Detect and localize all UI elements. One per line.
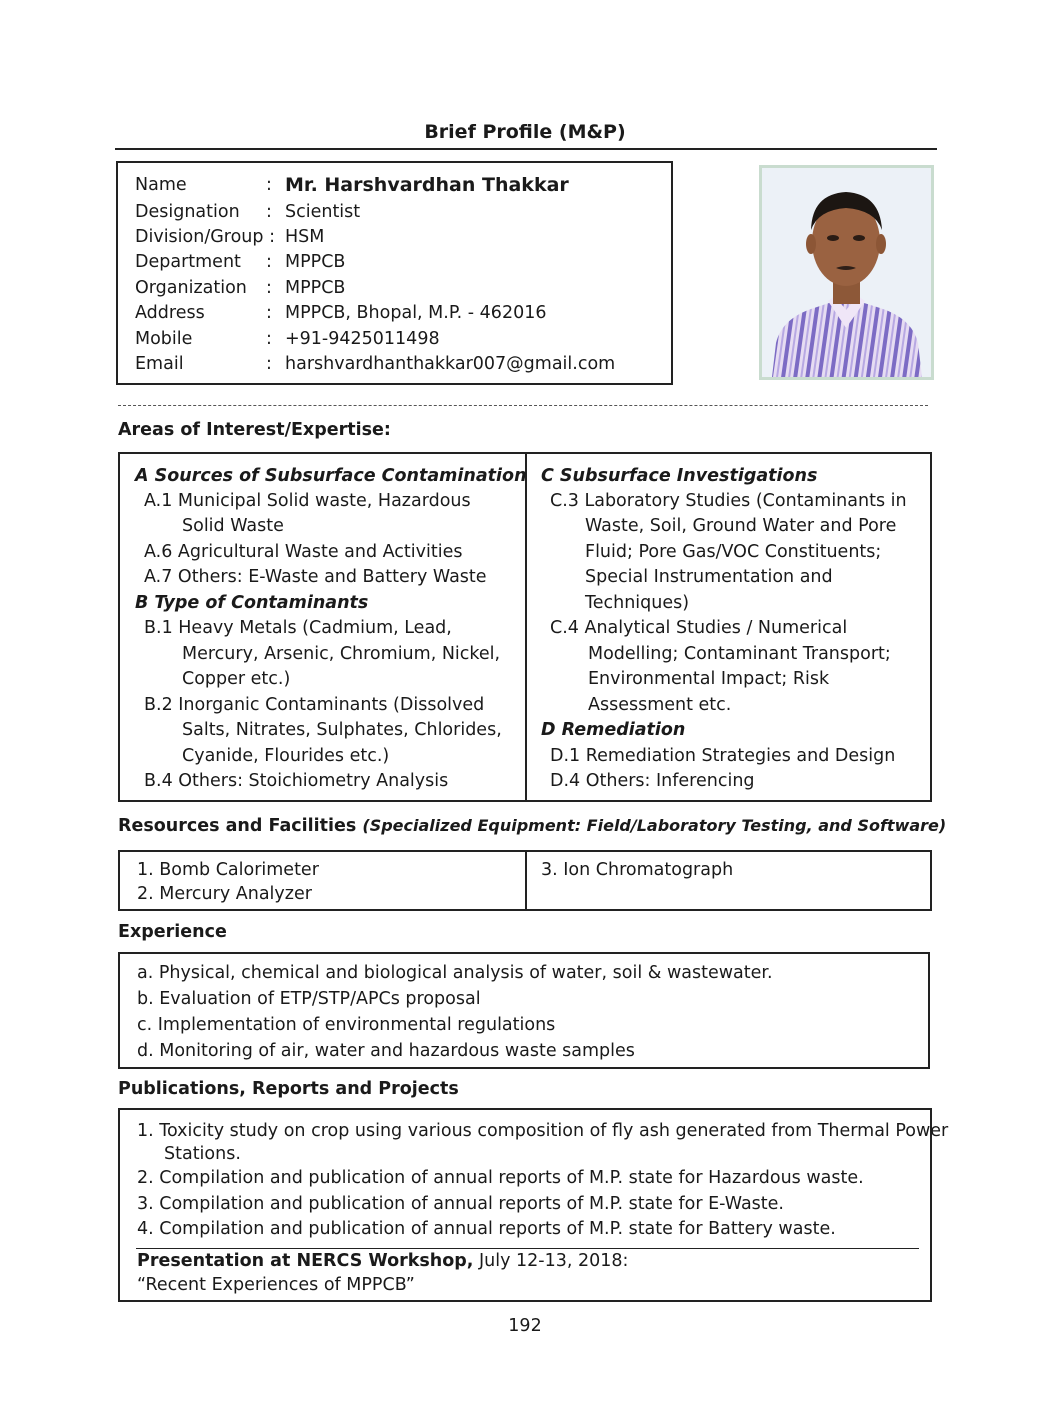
colon: :: [266, 278, 272, 298]
area-item: C.3 Laboratory Studies (Contaminants in: [550, 491, 907, 511]
resources-heading: [118, 816, 946, 836]
area-item: Assessment etc.: [588, 695, 732, 715]
profile-label: Designation: [135, 202, 240, 222]
profile-label: Name: [135, 175, 187, 195]
profile-value: MPPCB, Bhopal, M.P. - 462016: [285, 303, 547, 323]
experience-item: a. Physical, chemical and biological analysis of water, soil & wastewater.: [137, 963, 773, 983]
publications-heading: Publications, Reports and Projects: [118, 1079, 459, 1099]
area-item: C.4 Analytical Studies / Numerical: [550, 618, 848, 638]
colon: :: [266, 252, 272, 272]
resources-table: [118, 850, 932, 911]
publication-item: 3. Compilation and publication of annual reports of M.P. state for E-Waste.: [137, 1194, 784, 1214]
areas-table: [118, 452, 932, 802]
resource-item: 3. Ion Chromatograph: [541, 860, 734, 880]
area-item: A.7 Others: E-Waste and Battery Waste: [144, 567, 487, 587]
colon: :: [266, 354, 272, 374]
profile-info-box: [116, 161, 673, 385]
profile-photo: [759, 165, 934, 380]
experience-heading: Experience: [118, 922, 227, 942]
profile-value: MPPCB: [285, 252, 346, 272]
publication-item: 2. Compilation and publication of annual reports of M.P. state for Hazardous waste.: [137, 1168, 864, 1188]
experience-item: c. Implementation of environmental regulations: [137, 1015, 556, 1035]
portrait-illustration: [762, 168, 931, 377]
column-divider: [525, 852, 527, 909]
area-item: Special Instrumentation and: [585, 567, 833, 587]
presentation-label: Presentation at NERCS Workshop,: [137, 1251, 474, 1271]
area-item: Fluid; Pore Gas/VOC Constituents;: [585, 542, 882, 562]
area-heading: D Remediation: [541, 720, 686, 740]
area-item: Copper etc.): [182, 669, 291, 689]
area-item: Mercury, Arsenic, Chromium, Nickel,: [182, 644, 501, 664]
profile-label: Organization: [135, 278, 247, 298]
area-item: Environmental Impact; Risk: [588, 669, 830, 689]
page-title: Brief Profile (M&P): [424, 121, 626, 143]
experience-box: [118, 952, 930, 1069]
area-item: A.1 Municipal Solid waste, Hazardous: [144, 491, 471, 511]
profile-value: +91-9425011498: [285, 329, 440, 349]
area-item: Modelling; Contaminant Transport;: [588, 644, 891, 664]
resources-heading-text: Resources and Facilities: [118, 816, 357, 836]
area-item: Salts, Nitrates, Sulphates, Chlorides,: [182, 720, 502, 740]
profile-name-value: Mr. Harshvardhan Thakkar: [285, 174, 569, 196]
area-item: D.4 Others: Inferencing: [550, 771, 755, 791]
area-heading: C Subsurface Investigations: [541, 466, 818, 486]
resource-item: 2. Mercury Analyzer: [137, 884, 312, 904]
profile-label: Mobile: [135, 329, 193, 349]
colon: :: [266, 202, 272, 222]
profile-value: Scientist: [285, 202, 361, 222]
area-heading: A Sources of Subsurface Contamination: [135, 466, 527, 486]
column-divider: [525, 454, 527, 800]
area-item: Cyanide, Flourides etc.): [182, 746, 390, 766]
area-item: Waste, Soil, Ground Water and Pore: [585, 516, 897, 536]
publication-item: 4. Compilation and publication of annual reports of M.P. state for Battery waste.: [137, 1219, 836, 1239]
areas-heading: Areas of Interest/Expertise:: [118, 420, 391, 440]
profile-value: MPPCB: [285, 278, 346, 298]
presentation-date: July 12-13, 2018:: [473, 1251, 629, 1271]
area-heading: B Type of Contaminants: [135, 593, 369, 613]
title-rule: [115, 148, 937, 150]
publications-box: [118, 1108, 949, 1302]
profile-value: HSM: [285, 227, 325, 247]
experience-item: d. Monitoring of air, water and hazardous waste samples: [137, 1041, 635, 1061]
area-item: Solid Waste: [182, 516, 284, 536]
dashed-separator: [118, 405, 928, 406]
profile-label: Division/Group :: [135, 227, 275, 247]
profile-label: Address: [135, 303, 205, 323]
colon: :: [266, 175, 272, 195]
area-item: B.2 Inorganic Contaminants (Dissolved: [144, 695, 485, 715]
presentation-title: “Recent Experiences of MPPCB”: [137, 1275, 415, 1295]
presentation-line: [137, 1249, 628, 1274]
area-item: Techniques): [585, 593, 690, 613]
profile-label: Email: [135, 354, 184, 374]
page-number: 192: [508, 1316, 542, 1336]
colon: :: [266, 303, 272, 323]
publication-item: 1. Toxicity study on crop using various composition of fly ash generated from Thermal Power: [137, 1121, 949, 1141]
area-item: B.1 Heavy Metals (Cadmium, Lead,: [144, 618, 452, 638]
resources-subheading: (Specialized Equipment: Field/Laboratory Testing, and Software): [362, 816, 947, 835]
publication-item: Stations.: [164, 1144, 241, 1164]
area-item: D.1 Remediation Strategies and Design: [550, 746, 896, 766]
area-item: A.6 Agricultural Waste and Activities: [144, 542, 463, 562]
area-item: B.4 Others: Stoichiometry Analysis: [144, 771, 449, 791]
colon: :: [266, 329, 272, 349]
experience-item: b. Evaluation of ETP/STP/APCs proposal: [137, 989, 481, 1009]
profile-label: Department: [135, 252, 241, 272]
profile-value: harshvardhanthakkar007@gmail.com: [285, 354, 616, 374]
resource-item: 1. Bomb Calorimeter: [137, 860, 319, 880]
